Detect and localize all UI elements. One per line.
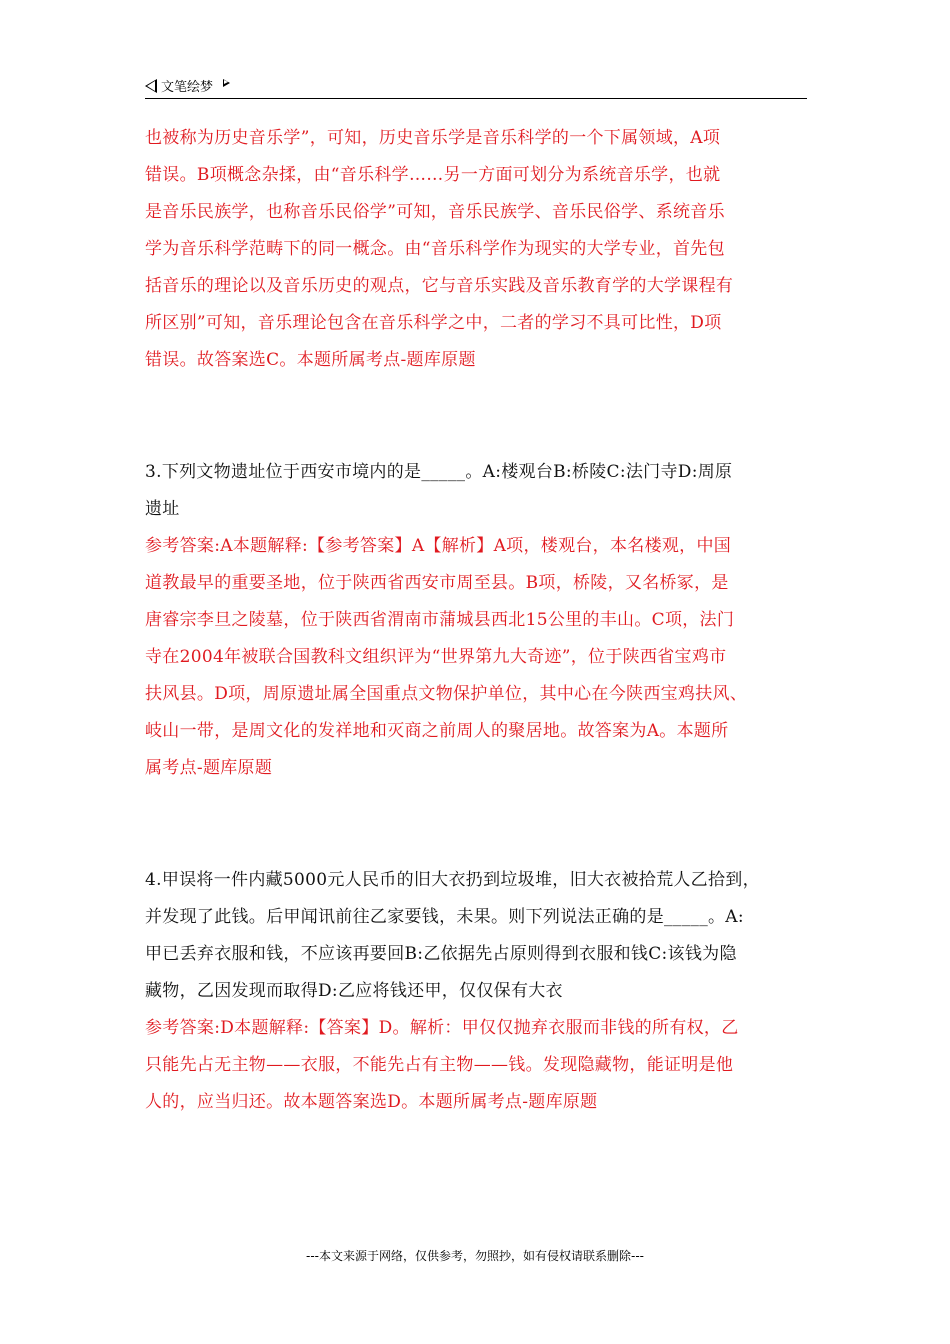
page-footer: ---本文来源于网络，仅供参考，勿照抄，如有侵权请联系删除---: [306, 1249, 644, 1263]
answer-line: 错误。B项概念杂揉，由“音乐科学……另一方面可划分为系统音乐学，也就: [145, 165, 721, 185]
answer-line: 寺在2004年被联合国教科文组织评为“世界第九大奇迹”，位于陕西省宝鸡市: [145, 647, 727, 667]
question-4-text: [145, 862, 810, 1010]
answer-line: 所区别”可知，音乐理论包含在音乐科学之中，二者的学习不具可比性，D项: [145, 313, 722, 333]
header-title: 文笔绘梦: [161, 80, 214, 95]
answer-line: 参考答案:A本题解释:【参考答案】A【解析】A项，楼观台，本名楼观，中国: [145, 536, 732, 556]
answer-line: 只能先占无主物——衣服，不能先占有主物——钱。发现隐藏物，能证明是他: [145, 1055, 734, 1075]
answer-line: 学为音乐科学范畴下的同一概念。由“音乐科学作为现实的大学专业，首先包: [145, 239, 725, 259]
question-3-text: [145, 454, 810, 528]
answer-line: 扶风县。D项，周原遗址属全国重点文物保护单位，其中心在今陕西宝鸡扶风、: [145, 684, 748, 704]
header-brand: [145, 76, 230, 95]
triangle-left-icon: [145, 79, 157, 93]
answer-line: 错误。故答案选C。本题所属考点-题库原题: [145, 350, 476, 370]
question-4: [145, 862, 810, 1121]
question-3-answer: [145, 528, 810, 787]
page-header: [145, 74, 807, 99]
question-line: 4.甲误将一件内藏5000元人民币的旧大衣扔到垃圾堆，旧大衣被拾荒人乙拾到，: [145, 870, 760, 890]
question-line: 3.下列文物遗址位于西安市境内的是_____。A:楼观台B:桥陵C:法门寺D:周原: [145, 462, 733, 482]
question-3: [145, 454, 810, 787]
answer-line: 道教最早的重要圣地，位于陕西省西安市周至县。B项，桥陵，又名桥冢，是: [145, 573, 729, 593]
answer-line: 岐山一带，是周文化的发祥地和灭商之前周人的聚居地。故答案为A。本题所: [145, 721, 729, 741]
question-4-answer: [145, 1010, 810, 1121]
triangle-right-icon: [223, 79, 230, 87]
answer-line: 也被称为历史音乐学”，可知，历史音乐学是音乐科学的一个下属领域，A项: [145, 128, 721, 148]
answer-line: 参考答案:D本题解释:【答案】D。解析：甲仅仅抛弃衣服而非钱的所有权，乙: [145, 1018, 739, 1038]
answer-line: 属考点-题库原题: [145, 758, 273, 778]
answer-line: 唐睿宗李旦之陵墓，位于陕西省渭南市蒲城县西北15公里的丰山。C项，法门: [145, 610, 735, 630]
answer-line: 括音乐的理论以及音乐历史的观点，它与音乐实践及音乐教育学的大学课程有: [145, 276, 734, 296]
answer-line: 是音乐民族学，也称音乐民俗学”可知，音乐民族学、音乐民俗学、系统音乐: [145, 202, 725, 222]
question-line: 并发现了此钱。后甲闻讯前往乙家要钱，未果。则下列说法正确的是_____。A:: [145, 907, 744, 927]
question-line: 藏物，乙因发现而取得D:乙应将钱还甲，仅仅保有大衣: [145, 981, 563, 1001]
answer-line: 人的，应当归还。故本题答案选D。本题所属考点-题库原题: [145, 1092, 598, 1112]
question-line: 甲已丢弃衣服和钱，不应该再要回B:乙依据先占原则得到衣服和钱C:该钱为隐: [145, 944, 737, 964]
question-line: 遗址: [145, 499, 180, 519]
previous-answer-block: [145, 120, 810, 379]
